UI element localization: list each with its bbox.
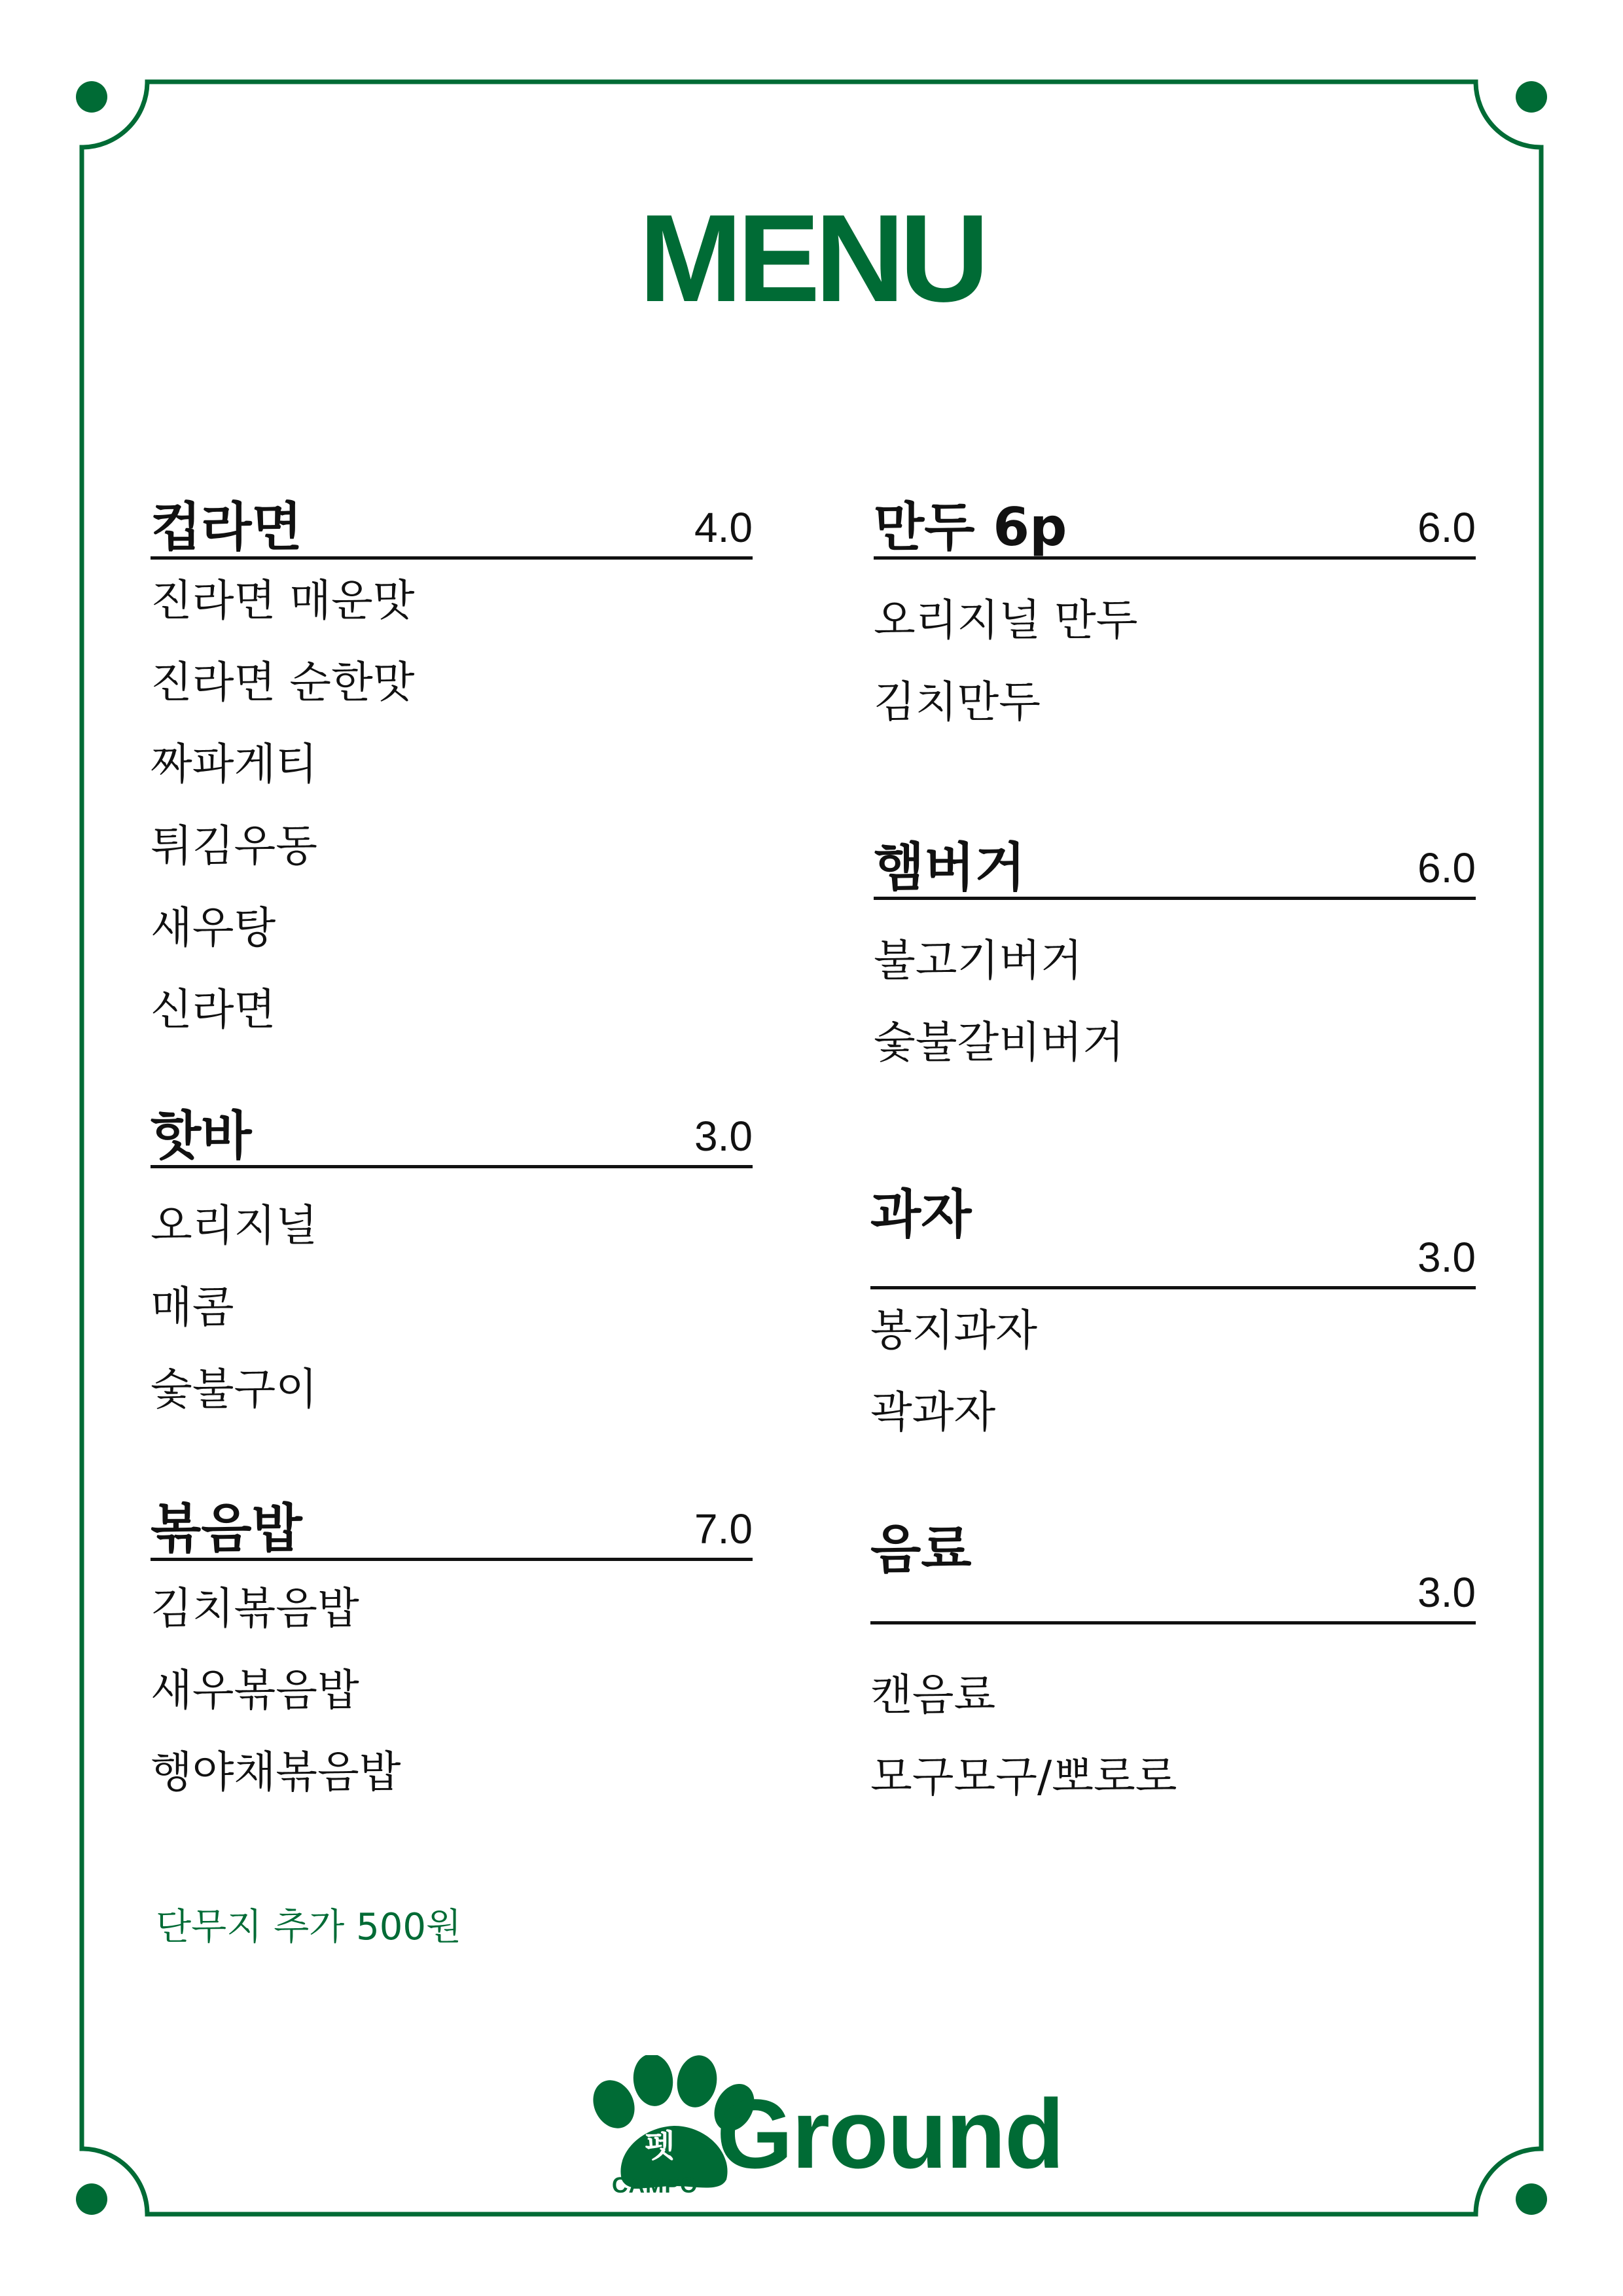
menu-item: 새우볶음밥 bbox=[151, 1665, 359, 1715]
section-price: 7.0 bbox=[694, 1505, 753, 1552]
section-header bbox=[870, 1178, 1476, 1289]
menu-item: 오리지널 만두 bbox=[874, 595, 1138, 645]
section-price: 3.0 bbox=[1418, 1569, 1476, 1616]
section-name: 음료 bbox=[870, 1519, 972, 1580]
item-list bbox=[151, 1568, 753, 1813]
menu-item: 봉지과자 bbox=[870, 1305, 1038, 1355]
menu-item: 매콤 bbox=[151, 1282, 234, 1333]
section-burger bbox=[874, 831, 1476, 1083]
corner-dot bbox=[1516, 2183, 1547, 2215]
logo-sub: CAMPO bbox=[612, 2173, 698, 2198]
item-list bbox=[151, 560, 753, 1050]
section-name: 볶음밥 bbox=[151, 1498, 302, 1559]
menu-item: 김치볶음밥 bbox=[151, 1583, 359, 1634]
section-name: 컵라면 bbox=[151, 497, 302, 558]
corner-dot bbox=[76, 2183, 107, 2215]
menu-title: MENU bbox=[639, 189, 984, 328]
section-header bbox=[151, 1492, 753, 1561]
menu-item: 모구모구/뽀로로 bbox=[870, 1751, 1177, 1802]
section-name: 핫바 bbox=[151, 1105, 252, 1166]
menu-item: 짜파게티 bbox=[151, 739, 318, 789]
menu-item: 불고기버거 bbox=[874, 935, 1082, 986]
section-hotbar bbox=[151, 1100, 753, 1430]
menu-item: 숯불갈비버거 bbox=[874, 1017, 1124, 1067]
menu-item: 새우탕 bbox=[151, 903, 276, 953]
menu-item: 오리지널 bbox=[151, 1200, 318, 1251]
menu-item: 숯불구이 bbox=[151, 1364, 318, 1414]
section-header bbox=[874, 831, 1476, 900]
item-list bbox=[874, 579, 1476, 743]
section-fried-rice bbox=[151, 1492, 753, 1813]
section-header bbox=[151, 491, 753, 560]
item-list bbox=[870, 1289, 1476, 1453]
menu-item: 진라면 순한맛 bbox=[151, 657, 415, 708]
logo-name: Ground bbox=[717, 2079, 1063, 2189]
section-price: 3.0 bbox=[1418, 1234, 1476, 1281]
menu-item: 곽과자 bbox=[870, 1387, 996, 1437]
section-header bbox=[874, 491, 1476, 560]
section-name: 만두 6p bbox=[874, 497, 1067, 558]
corner-dot bbox=[1516, 81, 1547, 113]
section-cup-ramen bbox=[151, 491, 753, 1050]
corner-dot bbox=[76, 81, 107, 113]
menu-item: 캔음료 bbox=[870, 1670, 996, 1720]
section-price: 3.0 bbox=[694, 1113, 753, 1160]
pickled-radish-note: 단무지 추가 500원 bbox=[156, 1906, 462, 1948]
section-name: 햄버거 bbox=[874, 837, 1026, 898]
section-name: 과자 bbox=[870, 1184, 972, 1245]
section-price: 4.0 bbox=[694, 504, 753, 551]
section-snack bbox=[870, 1178, 1476, 1453]
menu-item: 신라면 bbox=[151, 984, 276, 1035]
menu-item: 김치만두 bbox=[874, 677, 1041, 727]
item-list bbox=[151, 1185, 753, 1430]
item-list bbox=[870, 1654, 1476, 1818]
logo-mark: 펫 bbox=[645, 2128, 675, 2164]
menu-item: 행야채볶음밥 bbox=[151, 1747, 401, 1797]
section-header bbox=[870, 1513, 1476, 1624]
section-drink bbox=[870, 1513, 1476, 1818]
section-price: 6.0 bbox=[1418, 844, 1476, 891]
section-header bbox=[151, 1100, 753, 1168]
item-list bbox=[874, 920, 1476, 1083]
section-dumpling bbox=[874, 491, 1476, 743]
menu-item: 튀김우동 bbox=[151, 821, 318, 871]
menu-item: 진라면 매운맛 bbox=[151, 575, 415, 626]
section-price: 6.0 bbox=[1418, 504, 1476, 551]
